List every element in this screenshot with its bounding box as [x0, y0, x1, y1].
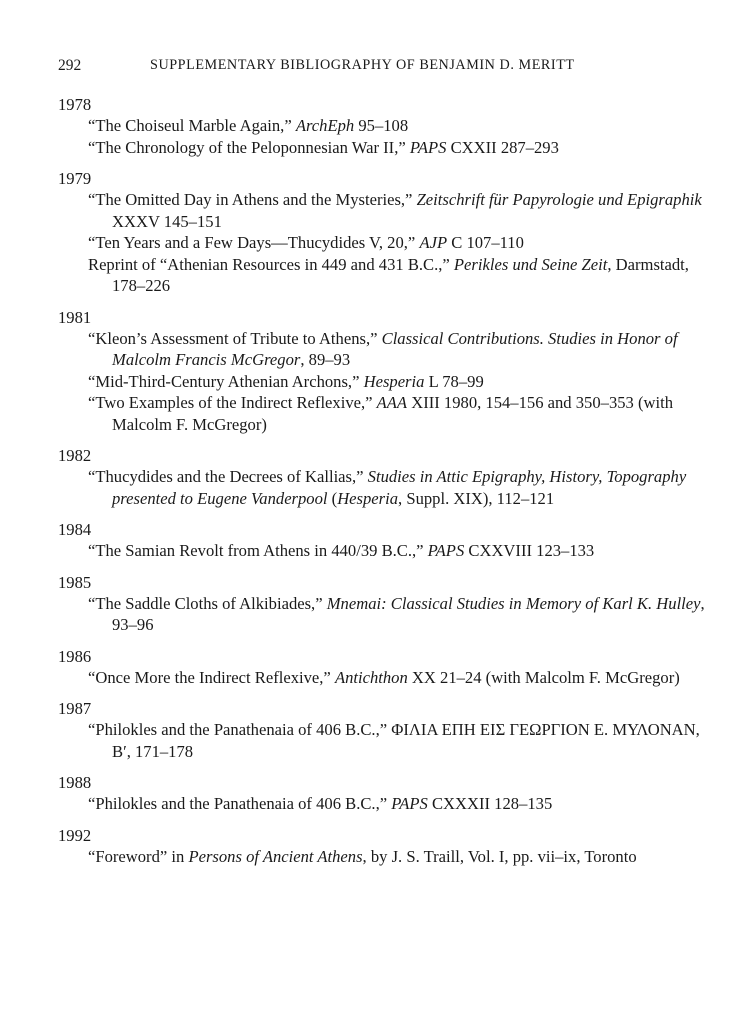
- year-group: [58, 825, 708, 868]
- italic-title: Zeitschrift für Papyrologie und Epigraphik: [416, 190, 702, 209]
- italic-title: PAPS: [427, 541, 465, 560]
- year-group: [58, 94, 708, 158]
- italic-title: Hesperia: [363, 371, 425, 391]
- year-heading: 1979: [58, 169, 92, 188]
- bibliography-list: [58, 94, 708, 877]
- bibliography-entry: [58, 189, 708, 232]
- italic-title: AAA: [376, 393, 408, 412]
- running-head: SUPPLEMENTARY BIBLIOGRAPHY OF BENJAMIN D. MERITT: [150, 57, 575, 73]
- entry-text: “The Samian Revolt from Athens in 440/39 B.C.,”: [88, 541, 428, 560]
- italic-title: AJP: [419, 233, 448, 252]
- entry-text: “Philokles and the Panathenaia of 406 B.C.,” ΦΙΛΙΑ ΕΠΗ ΕΙΣ ΓΕΩΡΓΙΟΝ Ε. ΜΥΛΟΝΑΝ, Β′, 171–178: [88, 720, 700, 761]
- year-group: [58, 519, 708, 562]
- bibliography-entry: [58, 254, 708, 297]
- year-heading: 1984: [58, 520, 92, 539]
- italic-title: ArchEph: [295, 116, 355, 135]
- entry-text: (: [327, 488, 338, 508]
- entry-text: “The Saddle Cloths of Alkibiades,”: [88, 593, 327, 613]
- year-heading: 1981: [58, 307, 92, 327]
- year-heading: 1985: [58, 572, 92, 592]
- entry-text: , by J. S. Traill, Vol. I, pp. vii–ix, Toronto: [362, 846, 637, 866]
- italic-title: Antichthon: [334, 667, 408, 687]
- year-group: [58, 572, 708, 636]
- entry-text: 95–108: [354, 116, 409, 135]
- page-number: 292: [58, 57, 82, 74]
- bibliography-entry: [58, 793, 708, 815]
- entry-text: CXXXII 128–135: [427, 794, 553, 813]
- entry-text: CXXVIII 123–133: [464, 541, 595, 560]
- year-group: [58, 772, 708, 815]
- bibliography-entry: [58, 846, 708, 868]
- year-heading: 1987: [58, 699, 92, 718]
- entry-text: “Two Examples of the Indirect Reflexive,”: [88, 393, 377, 412]
- bibliography-entry: [58, 371, 708, 393]
- bibliography-entry: [58, 328, 708, 371]
- page-header: [58, 57, 698, 79]
- year-heading: 1988: [58, 773, 92, 792]
- entry-text: C 107–110: [447, 233, 524, 252]
- year-group: [58, 646, 708, 689]
- year-group: [58, 698, 708, 762]
- entry-text: “Ten Years and a Few Days—Thucydides V, 20,”: [88, 233, 420, 252]
- year-heading: 1982: [58, 446, 92, 465]
- bibliography-entry: [58, 466, 708, 509]
- entry-text: XX 21–24 (with Malcolm F. McGregor): [407, 667, 680, 687]
- bibliography-entry: [58, 115, 708, 137]
- italic-title: Perikles und Seine Zeit: [453, 254, 608, 274]
- italic-title: Mnemai: Classical Studies in Memory of Karl K. Hulley: [326, 593, 701, 613]
- italic-title: Classical Contributions. Studies in Honor of Malcolm Francis McGregor: [112, 328, 678, 369]
- entry-text: “Kleon’s Assessment of Tribute to Athens,”: [88, 328, 382, 348]
- entry-text: , Suppl. XIX), 112–121: [398, 488, 555, 508]
- entry-text: “The Chronology of the Peloponnesian War II,”: [88, 137, 410, 157]
- entry-text: XXXV 145–151: [112, 211, 222, 231]
- bibliography-entry: [58, 137, 708, 159]
- bibliography-entry: [58, 540, 708, 562]
- italic-title: Studies in Attic Epigraphy, History, Topography presented to Eugene Vanderpool: [112, 467, 687, 508]
- entry-text: “The Choiseul Marble Again,”: [88, 116, 296, 135]
- entry-text: CXXII 287–293: [446, 137, 559, 157]
- italic-title: PAPS: [409, 137, 447, 157]
- year-group: [58, 307, 708, 436]
- italic-title: Hesperia: [337, 488, 399, 508]
- year-group: [58, 168, 708, 297]
- entry-text: L 78–99: [424, 371, 484, 391]
- entry-text: , 89–93: [300, 350, 351, 369]
- entry-text: “The Omitted Day in Athens and the Mysteries,”: [88, 190, 417, 209]
- entry-text: “Thucydides and the Decrees of Kallias,”: [88, 467, 368, 486]
- entry-text: “Foreword” in: [88, 846, 189, 866]
- bibliography-entry: [58, 667, 708, 689]
- entry-text: “Philokles and the Panathenaia of 406 B.C.,”: [88, 794, 392, 813]
- bibliography-entry: [58, 593, 708, 636]
- italic-title: PAPS: [391, 794, 428, 813]
- entry-text: , Darmstadt, 178–226: [112, 254, 689, 295]
- entry-text: XIII 1980, 154–156 and 350–353 (with Malcolm F. McGregor): [112, 393, 674, 434]
- year-heading: 1992: [58, 825, 92, 845]
- entry-text: , 93–96: [112, 593, 705, 634]
- year-heading: 1986: [58, 646, 92, 666]
- italic-title: Persons of Ancient Athens: [188, 846, 363, 866]
- entry-text: Reprint of “Athenian Resources in 449 and 431 B.C.,”: [88, 254, 454, 274]
- year-heading: 1978: [58, 95, 92, 114]
- year-group: [58, 445, 708, 509]
- entry-text: “Once More the Indirect Reflexive,”: [88, 667, 335, 687]
- bibliography-entry: [58, 232, 708, 254]
- bibliography-entry: [58, 392, 708, 435]
- bibliography-entry: [58, 719, 708, 762]
- entry-text: “Mid-Third-Century Athenian Archons,”: [88, 371, 364, 391]
